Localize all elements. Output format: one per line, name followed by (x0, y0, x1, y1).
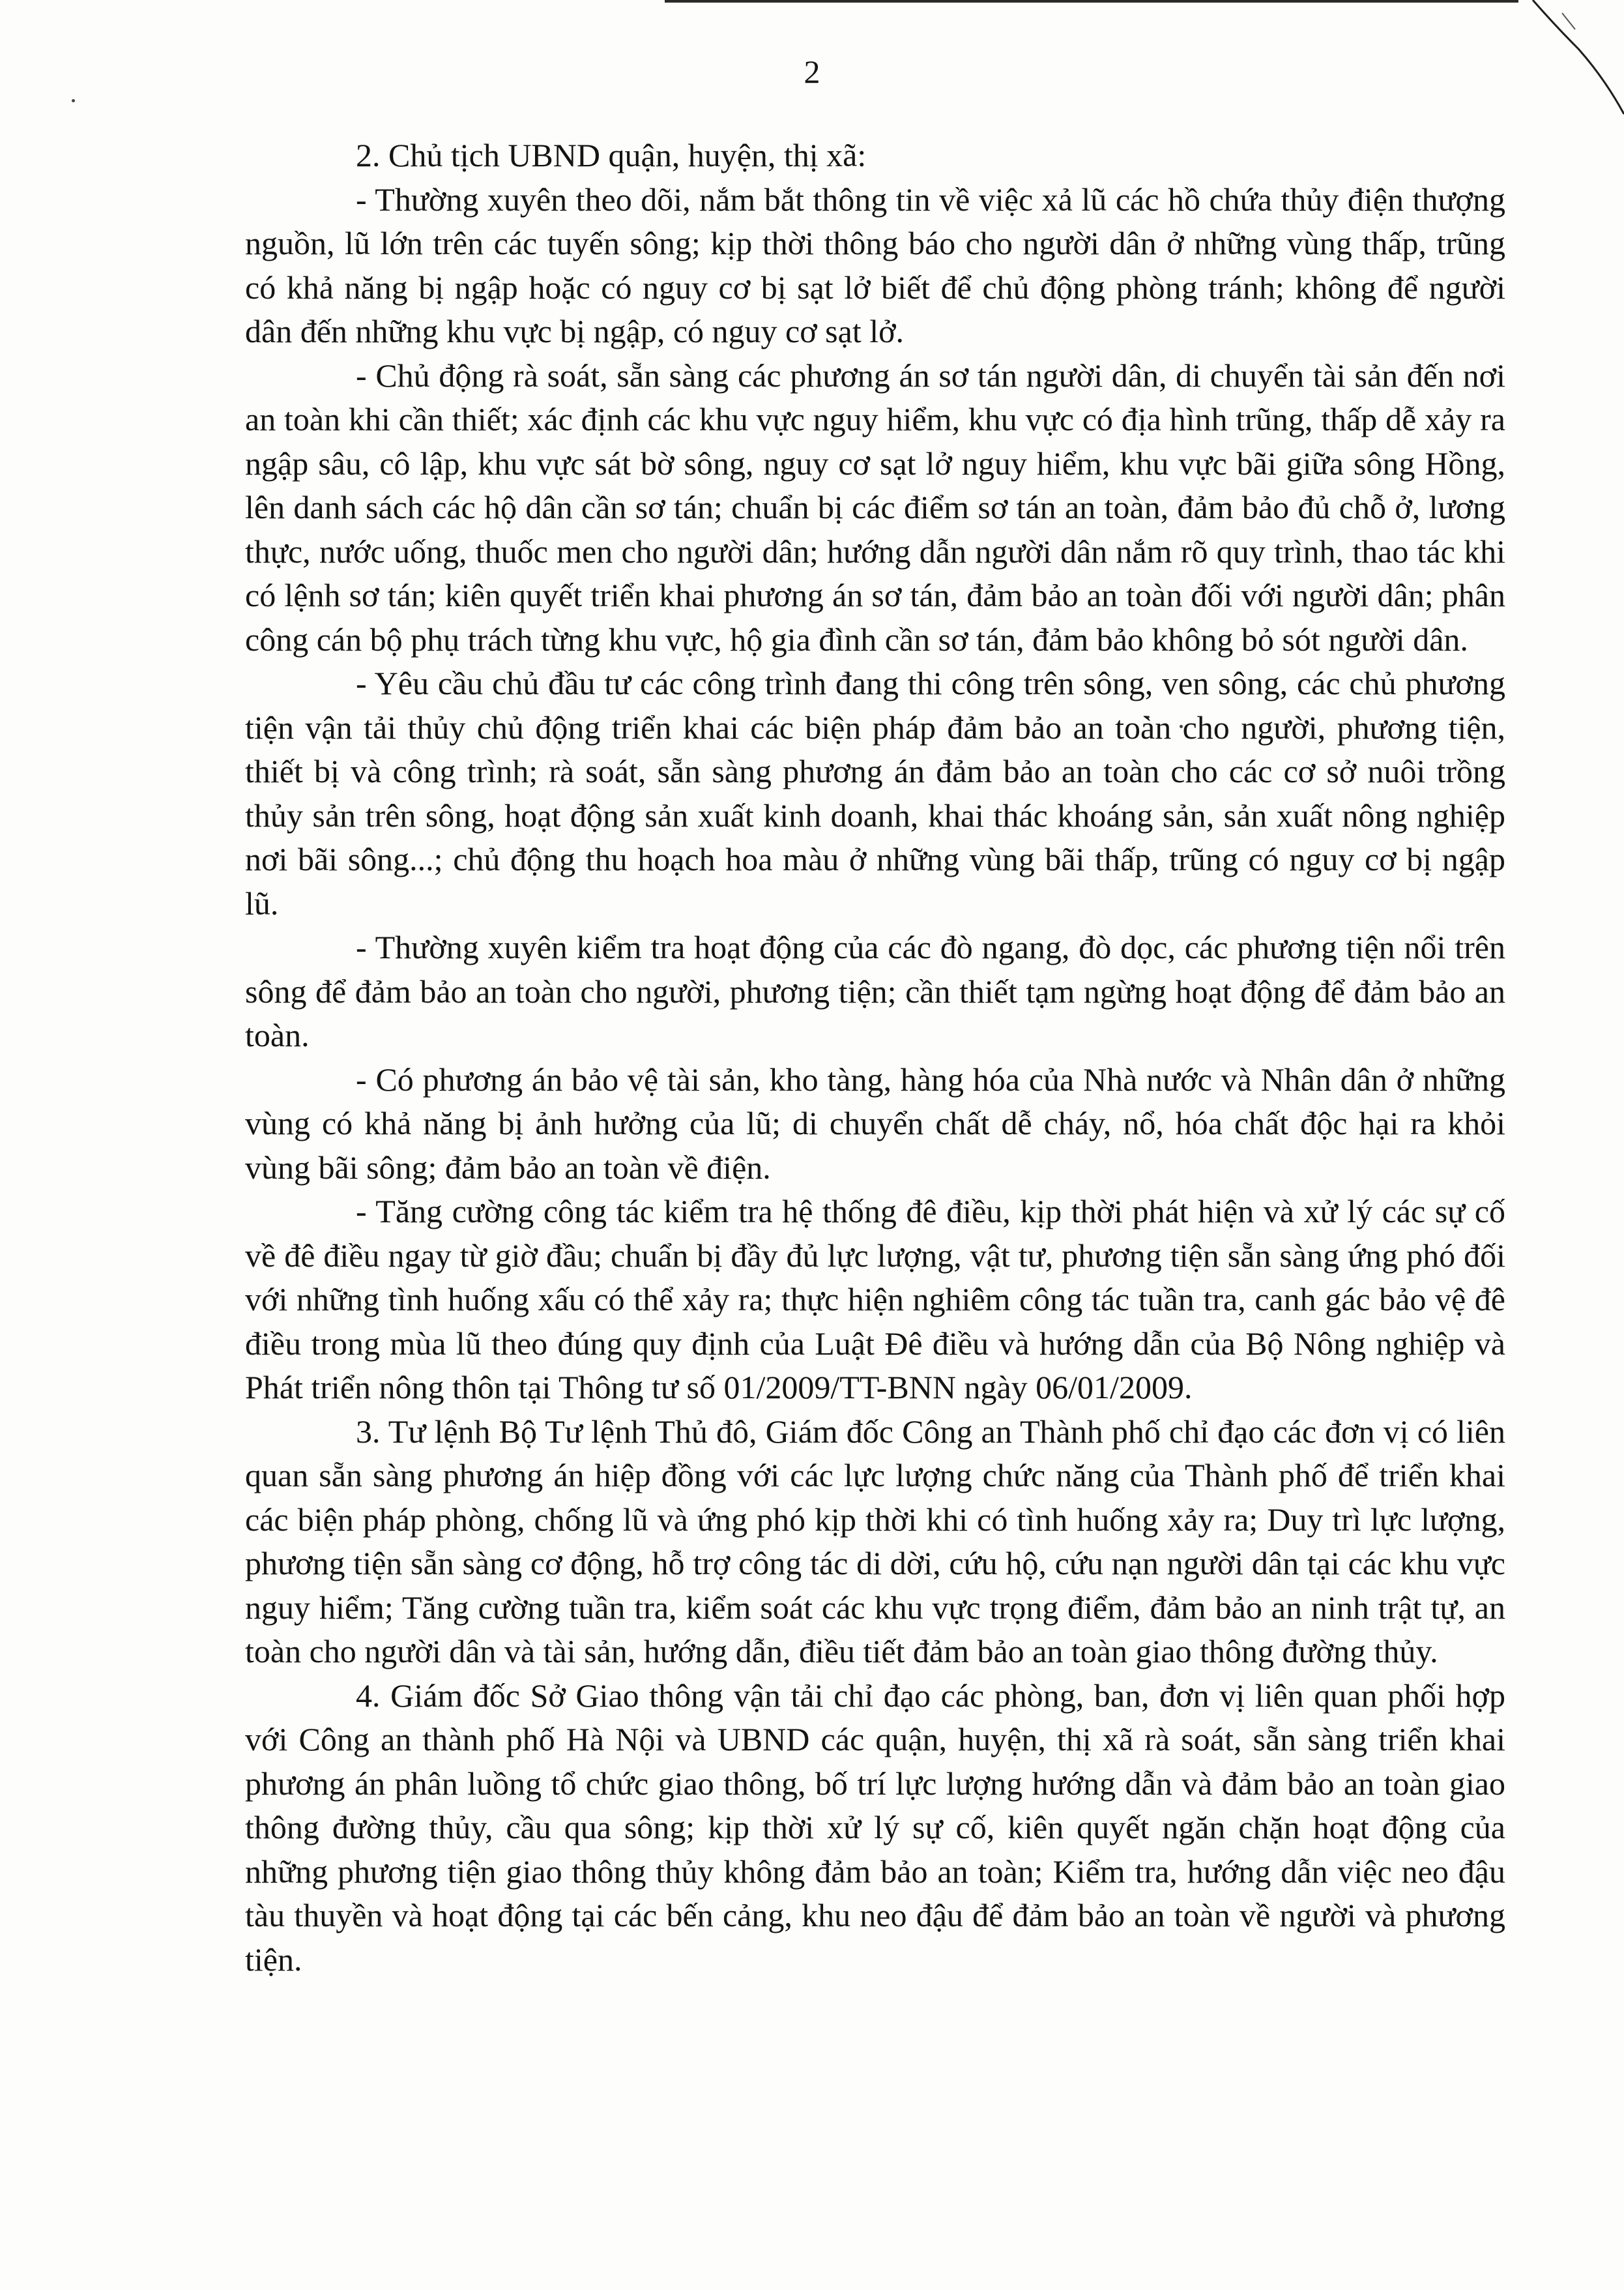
paragraph: - Chủ động rà soát, sẵn sàng các phương án sơ tán người dân, di chuyển tài sản đến nơi an toàn khi cần thiết; xác định các khu vực nguy hiểm, khu vực có địa hình trũng, thấp dễ xảy ra ngập sâu, cô lập, khu vực sát bờ sông, nguy cơ sạt lở nguy hiểm, khu vực bãi giữa sông Hồng, lên danh sách các hộ dân cần sơ tán; chuẩn bị các điểm sơ tán an toàn, đảm bảo đủ chỗ ở, lương thực, nước uống, thuốc men cho người dân; hướng dẫn người dân nắm rõ quy trình, thao tác khi có lệnh sơ tán; kiên quyết triển khai phương án sơ tán, đảm bảo an toàn đối với người dân; phân công cán bộ phụ trách từng khu vực, hộ gia đình cần sơ tán, đảm bảo không bỏ sót người dân. (245, 357, 1505, 658)
paragraph: - Có phương án bảo vệ tài sản, kho tàng, hàng hóa của Nhà nước và Nhân dân ở những vùng có khả năng bị ảnh hưởng của lũ; di chuyển chất dễ cháy, nổ, hóa chất độc hại ra khỏi vùng bãi sông; đảm bảo an toàn về điện. (245, 1061, 1505, 1186)
paragraph: - Tăng cường công tác kiểm tra hệ thống đê điều, kịp thời phát hiện và xử lý các sự cố về đê điều ngay từ giờ đầu; chuẩn bị đầy đủ lực lượng, vật tư, phương tiện sẵn sàng ứng phó đối với những tình huống xấu có thể xảy ra; thực hiện nghiêm công tác tuần tra, canh gác bảo vệ đê điều trong mùa lũ theo đúng quy định của Luật Đê điều và hướng dẫn của Bộ Nông nghiệp và Phát triển nông thôn tại Thông tư số 01/2009/TT-BNN ngày 06/01/2009. (245, 1193, 1505, 1405)
scan-speck (72, 99, 75, 102)
paragraph: - Yêu cầu chủ đầu tư các công trình đang thi công trên sông, ven sông, các chủ phương tiện vận tải thủy chủ động triển khai các biện pháp đảm bảo an toàn cho người, phương tiện, thiết bị và công trình; rà soát, sẵn sàng phương án đảm bảo an toàn cho các cơ sở nuôi trồng thủy sản trên sông, hoạt động sản xuất kinh doanh, khai thác khoáng sản, sản xuất nông nghiệp nơi bãi sông...; chủ động thu hoạch hoa màu ở những vùng bãi thấp, trũng có nguy cơ bị ngập lũ. (245, 665, 1505, 922)
page-number: 2 (804, 53, 820, 90)
paragraph: - Thường xuyên theo dõi, nắm bắt thông tin về việc xả lũ các hồ chứa thủy điện thượng nguồn, lũ lớn trên các tuyến sông; kịp thời thông báo cho người dân ở những vùng thấp, trũng có khả năng bị ngập hoặc có nguy cơ bị sạt lở biết để chủ động phòng tránh; không để người dân đến những khu vực bị ngập, có nguy cơ sạt lở. (245, 181, 1505, 349)
document-body (245, 134, 1505, 1982)
paragraph: - Thường xuyên kiểm tra hoạt động của các đò ngang, đò dọc, các phương tiện nổi trên sông để đảm bảo an toàn cho người, phương tiện; cần thiết tạm ngừng hoạt động để đảm bảo an toàn. (245, 929, 1505, 1053)
section-heading: 2. Chủ tịch UBND quận, huyện, thị xã: (356, 137, 867, 173)
scan-edge-line (665, 0, 1518, 3)
paragraph: 3. Tư lệnh Bộ Tư lệnh Thủ đô, Giám đốc Công an Thành phố chỉ đạo các đơn vị có liên quan sẵn sàng phương án hiệp đồng với các lực lượng chức năng của Thành phố để triển khai các biện pháp phòng, chống lũ và ứng phó kịp thời khi có tình huống xảy ra; Duy trì lực lượng, phương tiện sẵn sàng cơ động, hỗ trợ công tác di dời, cứu hộ, cứu nạn người dân tại các khu vực nguy hiểm; Tăng cường tuần tra, kiểm soát các khu vực trọng điểm, đảm bảo an ninh trật tự, an toàn cho người dân và tài sản, hướng dẫn, điều tiết đảm bảo an toàn giao thông đường thủy. (245, 1413, 1505, 1669)
paragraph: 4. Giám đốc Sở Giao thông vận tải chỉ đạo các phòng, ban, đơn vị liên quan phối hợp với Công an thành phố Hà Nội và UBND các quận, huyện, thị xã rà soát, sẵn sàng triển khai phương án phân luồng tổ chức giao thông, bố trí lực lượng hướng dẫn và đảm bảo an toàn giao thông đường thủy, cầu qua sông; kịp thời xử lý sự cố, kiên quyết ngăn chặn hoạt động của những phương tiện giao thông thủy không đảm bảo an toàn; Kiểm tra, hướng dẫn việc neo đậu tàu thuyền và hoạt động tại các bến cảng, khu neo đậu để đảm bảo an toàn về người và phương tiện. (245, 1677, 1505, 1978)
